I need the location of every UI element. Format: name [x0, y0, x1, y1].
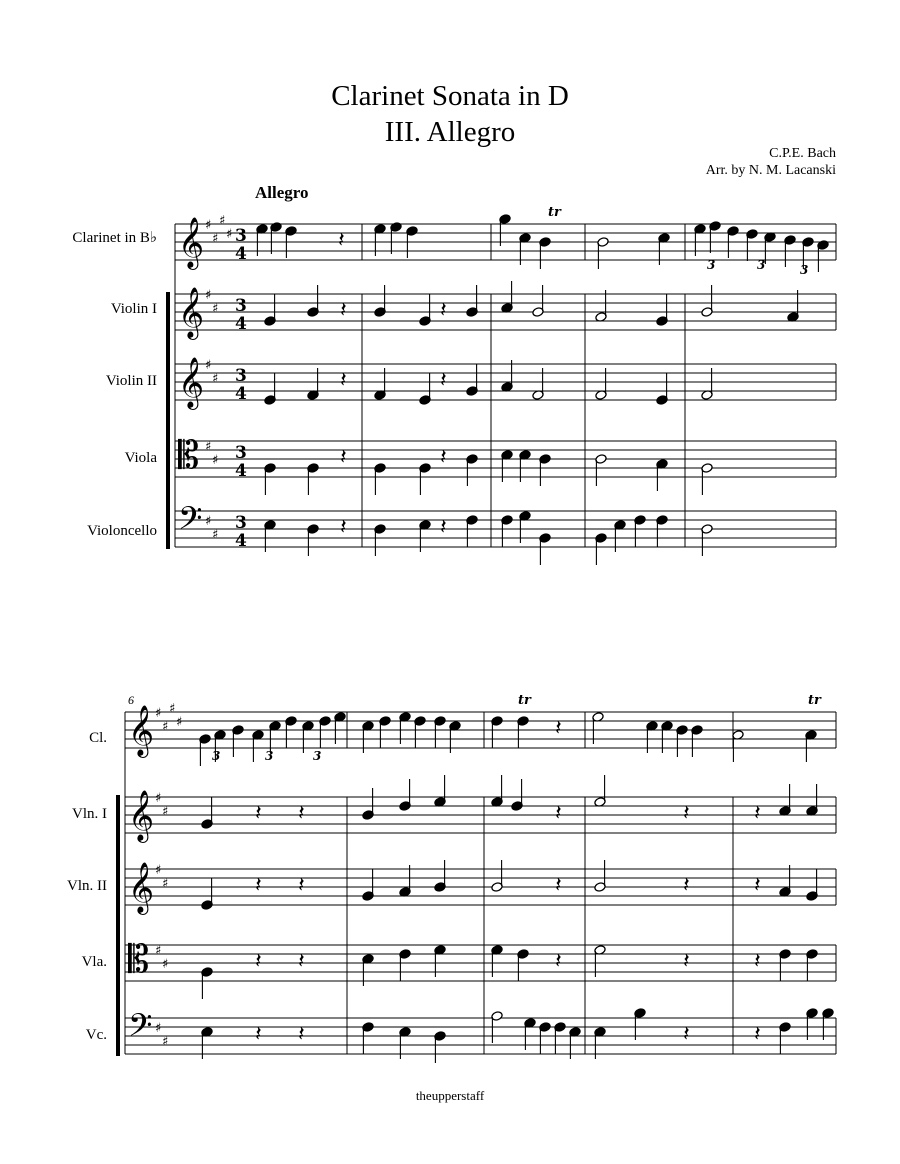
time-signature-bottom: 4: [235, 531, 247, 551]
time-signature-top: 3: [235, 513, 247, 533]
treble-clef-icon: 𝄞: [178, 357, 205, 408]
quarter-rest-icon: 𝄽: [255, 1022, 262, 1047]
time-signature-bottom: 4: [235, 314, 247, 334]
triplet-marking: 3: [212, 749, 221, 763]
sharp-icon: ♯: [212, 371, 219, 387]
quarter-rest-icon: 𝄽: [298, 1022, 305, 1047]
sharp-icon: ♯: [212, 301, 219, 317]
treble-clef-icon: 𝄞: [178, 217, 205, 268]
quarter-rest-icon: 𝄽: [754, 873, 761, 898]
time-signature-top: 3: [235, 226, 247, 246]
triplet-marking: 3: [707, 258, 716, 272]
triplet-marking: 3: [265, 749, 274, 763]
quarter-rest-icon: 𝄽: [683, 949, 690, 974]
eighth-rest-icon: 𝄽: [440, 515, 447, 540]
quarter-rest-icon: 𝄽: [340, 445, 347, 470]
quarter-rest-icon: 𝄽: [555, 873, 562, 898]
quarter-rest-icon: 𝄽: [298, 801, 305, 826]
sharp-icon: ♯: [205, 358, 212, 373]
treble-clef-icon: 𝄞: [178, 287, 205, 338]
time-signature-top: 3: [235, 366, 247, 386]
sharp-icon: ♯: [219, 213, 226, 229]
quarter-rest-icon: 𝄽: [754, 801, 761, 826]
sharp-icon: ♯: [162, 957, 169, 972]
treble-clef-icon: 𝄞: [128, 790, 155, 841]
quarter-rest-icon: 𝄽: [683, 1022, 690, 1047]
quarter-rest-icon: 𝄽: [255, 873, 262, 898]
time-signature-bottom: 4: [235, 461, 247, 481]
trill-marking: tr: [808, 693, 821, 708]
triplet-marking: 3: [800, 263, 809, 277]
quarter-rest-icon: 𝄽: [683, 801, 690, 826]
eighth-rest-icon: 𝄽: [440, 298, 447, 323]
tempo-marking: Allegro: [255, 183, 309, 202]
staff-label-viola: Viola: [124, 450, 157, 466]
sharp-icon: ♯: [205, 218, 212, 233]
quarter-rest-icon: 𝄽: [255, 801, 262, 826]
footer-text: theupperstaff: [415, 1088, 485, 1103]
sharp-icon: ♯: [212, 527, 219, 543]
quarter-rest-icon: 𝄽: [754, 1022, 761, 1047]
sharp-icon: ♯: [162, 876, 169, 892]
staff-label-vc: Vc.: [85, 1027, 107, 1043]
quarter-rest-icon: 𝄽: [255, 949, 262, 974]
trill-marking: tr: [518, 693, 531, 708]
alto-clef-icon: 𝄡: [128, 937, 150, 981]
sharp-icon: ♯: [155, 863, 162, 878]
bass-clef-icon: 𝄢: [128, 1007, 153, 1051]
sharp-icon: ♯: [169, 701, 176, 717]
sharp-icon: ♯: [155, 706, 162, 721]
sharp-icon: ♯: [162, 719, 169, 735]
sharp-icon: ♯: [162, 1034, 169, 1050]
quarter-rest-icon: 𝄽: [555, 949, 562, 974]
quarter-rest-icon: 𝄽: [555, 801, 562, 826]
quarter-rest-icon: 𝄽: [298, 873, 305, 898]
quarter-rest-icon: 𝄽: [340, 515, 347, 540]
measure-number: 6: [128, 693, 134, 707]
time-signature-bottom: 4: [235, 384, 247, 404]
alto-clef-icon: 𝄡: [178, 433, 200, 477]
sharp-icon: ♯: [162, 804, 169, 820]
sharp-icon: ♯: [205, 288, 212, 303]
composer-credit: C.P.E. Bach: [769, 146, 836, 161]
score-title: Clarinet Sonata in D: [331, 80, 569, 112]
quarter-rest-icon: 𝄽: [338, 228, 345, 253]
staff-label-violoncello: Violoncello: [87, 523, 157, 539]
sharp-icon: ♯: [226, 227, 233, 242]
quarter-rest-icon: 𝄽: [298, 949, 305, 974]
eighth-rest-icon: 𝄽: [440, 368, 447, 393]
sharp-icon: ♯: [205, 439, 212, 455]
time-signature-top: 3: [235, 296, 247, 316]
sharp-icon: ♯: [212, 231, 219, 247]
quarter-rest-icon: 𝄽: [683, 873, 690, 898]
staff-label-clarinet: Clarinet in B♭: [72, 230, 157, 246]
bass-clef-icon: 𝄢: [178, 500, 203, 544]
quarter-rest-icon: 𝄽: [340, 368, 347, 393]
staff-label-vla: Vla.: [81, 954, 107, 970]
triplet-marking: 3: [757, 258, 766, 272]
time-signature-top: 3: [235, 443, 247, 463]
treble-clef-icon: 𝄞: [128, 705, 155, 756]
sharp-icon: ♯: [205, 514, 212, 529]
sharp-icon: ♯: [155, 1021, 162, 1036]
staff-label-vln1: Vln. I: [72, 806, 107, 822]
staff-label-violin-2: Violin II: [105, 373, 157, 389]
quarter-rest-icon: 𝄽: [340, 298, 347, 323]
quarter-rest-icon: 𝄽: [555, 716, 562, 741]
staff-label-vln2: Vln. II: [67, 878, 107, 894]
treble-clef-icon: 𝄞: [128, 862, 155, 913]
quarter-rest-icon: 𝄽: [754, 949, 761, 974]
trill-marking: tr: [548, 205, 561, 220]
eighth-rest-icon: 𝄽: [440, 445, 447, 470]
movement-title: III. Allegro: [384, 116, 516, 148]
triplet-marking: 3: [313, 749, 322, 763]
staff-label-violin-1: Violin I: [110, 301, 157, 317]
sharp-icon: ♯: [155, 943, 162, 959]
staff-label-cl: Cl.: [89, 730, 107, 746]
sharp-icon: ♯: [212, 453, 219, 468]
arranger-credit: Arr. by N. M. Lacanski: [705, 163, 836, 178]
time-signature-bottom: 4: [235, 244, 247, 264]
sharp-icon: ♯: [176, 715, 183, 730]
sharp-icon: ♯: [155, 791, 162, 806]
